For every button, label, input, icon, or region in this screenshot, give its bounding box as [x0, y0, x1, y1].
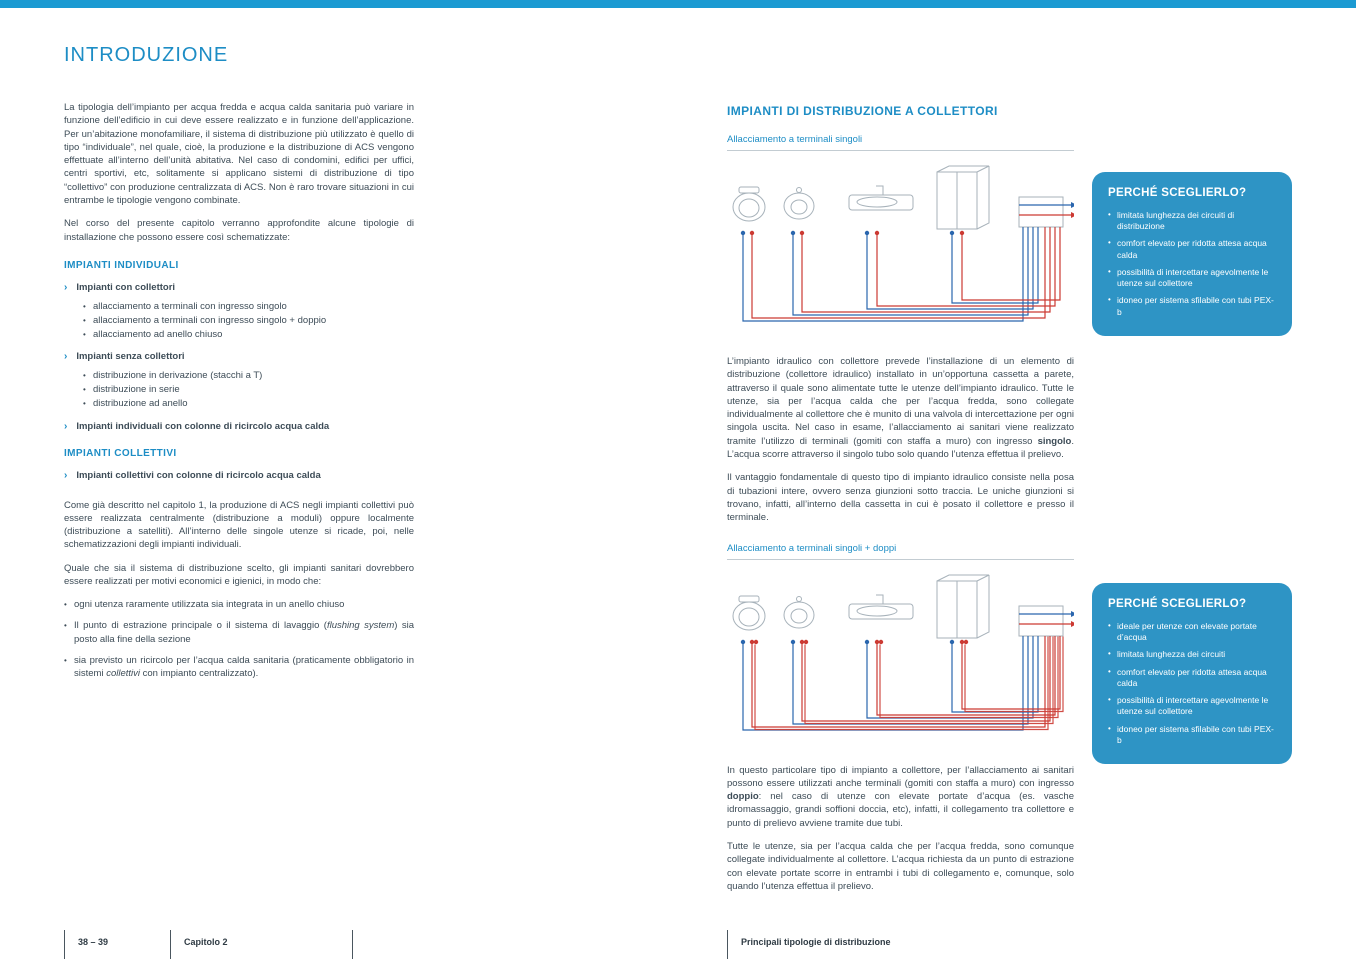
callout-item: • possibilità di intercettare agevolmente le utenze sul collettore	[1108, 267, 1276, 289]
list-item: • allacciamento a terminali con ingresso singolo	[83, 300, 414, 314]
callout-list	[1108, 210, 1276, 318]
bullet-text: con impianto centralizzato).	[140, 668, 259, 680]
group2-list	[64, 369, 414, 410]
washbasin-icon	[849, 186, 913, 210]
paragraph-text: : nel caso di utenze con elevate portate d’acqua (es. vasche idromassaggio, grandi soffioni doccia, etc), infatti, il collegamento tra collettore e punto di prelievo avviene tramite due tubi.	[727, 791, 1074, 829]
manifold-icon	[1019, 606, 1063, 636]
paragraph-text: L’impianto idraulico con collettore prevede l’installazione di un elemento di distribuzione (collettore idraulico) installato in un’opportuna cassetta a parete, attraverso il quale sono alimentate tutte le utenze dell’impianto idraulico. Tutte le utenze, sia per l’acqua calda che per l’acqua fredda, sono collegate individualmente al collettore che è munito di una valvola di intercettazione per ogni singola uscita. Nel caso in esame, l’allacciamento ai sanitari viene realizzato tramite l’utilizzo di terminali (gomiti con staffa a muro) con ingresso	[727, 356, 1074, 447]
supply-arrows	[1071, 611, 1074, 627]
paragraph-text: In questo particolare tipo di impianto a collettore, per l’allacciamento ai sanitari possono essere utilizzati anche terminali (gomiti con staffa a muro) con ingresso	[727, 764, 1074, 789]
section-heading: IMPIANTI DI DISTRIBUZIONE A COLLETTORI	[727, 104, 998, 118]
bullet-text: ) sia posto alla fine della sezione	[74, 620, 414, 645]
list-item: • allacciamento ad anello chiuso	[83, 328, 414, 342]
paragraph-bold: doppio	[727, 791, 759, 803]
bidet-icon	[784, 188, 814, 220]
callout-box-why-choose-1	[1092, 172, 1292, 336]
heading-impianti-individuali: IMPIANTI INDIVIDUALI	[64, 259, 179, 271]
group-title-label: Impianti con collettori	[76, 281, 176, 293]
list-item: • ogni utenza raramente utilizzata sia integrata in un anello chiuso	[64, 598, 414, 612]
left-column	[64, 44, 414, 688]
list-item: • allacciamento a terminali con ingresso singolo + doppio	[83, 314, 414, 328]
group-title-label: Impianti individuali con colonne di ricircolo acqua calda	[76, 420, 330, 432]
collettivi-paragraph-1: Come già descritto nel capitolo 1, la produzione di ACS negli impianti collettivi può essere realizzata centralmente (distribuzione a moduli) oppure localmente (distribuzione a satelliti). All’interno delle singole utenze si ricade, poi, nelle schematizzazioni degli impianti individuali.	[64, 499, 414, 551]
paragraph-doppio-2: Tutte le utenze, sia per l’acqua calda che per l’acqua fredda, sono comunque collegate individualmente al collettore. L’acqua richiesta da un punto di estrazione con elevate portate scorre in entrambi i tubi di collegamento e, comunque, solo quando l’utenza effettua il prelievo.	[727, 841, 1074, 892]
list-item	[64, 619, 414, 647]
callout-title: PERCHÉ SCEGLIERLO?	[1108, 598, 1247, 610]
callout-title: PERCHÉ SCEGLIERLO?	[1108, 187, 1247, 199]
chevron-icon: ›	[64, 469, 68, 481]
distribution-diagram-double	[727, 572, 1074, 750]
bullet-italic: collettivi	[106, 668, 140, 680]
toilet-icon	[733, 596, 765, 630]
list-item: • distribuzione in serie	[83, 383, 414, 397]
subheading-terminali-singoli: Allacciamento a terminali singoli	[727, 134, 1074, 151]
group-impianti-senza-collettori	[64, 351, 414, 362]
callout-item: • comfort elevato per ridotta attesa acqua calda	[1108, 667, 1276, 689]
bullet-italic: flushing system	[326, 620, 395, 632]
page-title: INTRODUZIONE	[64, 44, 229, 66]
callout-box-why-choose-2	[1092, 583, 1292, 764]
paragraph-collettore-2: Il vantaggio fondamentale di questo tipo di impianto idraulico consiste nella posa di tubazioni intere, ovvero senza giunzioni sotto traccia. Le uniche giunzioni si trovano, infatti, all’interno della cassetta in cui è posato il collettore e presso il terminale.	[727, 472, 1074, 524]
group-title-label: Impianti senza collettori	[76, 351, 185, 363]
paragraph-bold: singolo	[1037, 435, 1072, 447]
requirements-list	[64, 598, 414, 681]
chevron-icon: ›	[64, 420, 68, 432]
footer-section-title: Principali tipologie di distribuzione	[727, 930, 891, 959]
bidet-icon	[784, 596, 814, 628]
washbasin-icon	[849, 595, 913, 619]
distribution-diagram-single	[727, 163, 1074, 341]
callout-item: • idoneo per sistema sfilabile con tubi PEX-b	[1108, 724, 1276, 746]
bullet-text: sia previsto un ricircolo per l’acqua calda sanitaria (praticamente obbligatorio in sistemi	[74, 654, 414, 680]
list-item: • distribuzione in derivazione (stacchi a T)	[83, 369, 414, 383]
callout-item: • limitata lunghezza dei circuiti	[1108, 649, 1276, 660]
shower-cabinet-icon	[937, 575, 989, 638]
callout-item: • comfort elevato per ridotta attesa acqua calda	[1108, 238, 1276, 260]
pipe-valve-dots	[741, 639, 968, 643]
subheading-terminali-doppi: Allacciamento a terminali singoli + doppi	[727, 543, 1074, 560]
item-ricircolo-individuali	[64, 421, 414, 432]
callout-item: • limitata lunghezza dei circuiti di distribuzione	[1108, 210, 1276, 232]
heading-impianti-collettivi: IMPIANTI COLLETTIVI	[64, 447, 177, 459]
footer-page-numbers: 38 – 39	[64, 930, 108, 959]
cold-pipes	[743, 205, 1071, 321]
group-impianti-con-collettori	[64, 282, 414, 293]
right-column	[727, 104, 1074, 903]
shower-cabinet-icon	[937, 166, 989, 229]
group1-list	[64, 300, 414, 341]
callout-item: • possibilità di intercettare agevolmente le utenze sul collettore	[1108, 695, 1276, 717]
paragraph-collettore-1	[727, 355, 1074, 461]
callout-list	[1108, 621, 1276, 746]
group-title-label: Impianti collettivi con colonne di ricircolo acqua calda	[76, 469, 321, 481]
collettivi-paragraph-2: Quale che sia il sistema di distribuzione scelto, gli impianti sanitari dovrebbero essere realizzati per motivi economici e igienici, in modo che:	[64, 562, 414, 588]
pipe-valve-dots	[741, 231, 964, 235]
manifold-icon	[1019, 197, 1063, 227]
list-item	[64, 654, 414, 682]
intro-paragraph-1: La tipologia dell’impianto per acqua fredda e acqua calda sanitaria può variare in funzione dell’edificio in cui deve essere realizzato e in funzione dell’applicazione. Per un’abitazione monofamiliare, il sistema di distribuzione più utilizzato è quello di tipo “individuale”, nel quale, cioè, la produzione e la distribuzione di ACS vengono effettuate all’interno dell’unità abitativa. Nel caso di condomini, edifici per uffici, centri sportivi, etc, solitamente si applicano sistemi di distribuzione di tipo “collettivo” con produzione centralizzata di ACS. Non è raro trovare situazioni in cui entrambe le tipologie vengono combinate.	[64, 102, 414, 207]
list-item: • distribuzione ad anello	[83, 397, 414, 411]
footer-divider	[352, 930, 353, 959]
supply-arrows	[1071, 202, 1074, 218]
callout-item: • ideale per utenze con elevate portate d’acqua	[1108, 621, 1276, 643]
cold-pipes	[743, 614, 1071, 730]
intro-paragraph-2: Nel corso del presente capitolo verranno approfondite alcune tipologie di installazione che possono essere così schematizzate:	[64, 218, 414, 243]
chevron-icon: ›	[64, 351, 68, 363]
paragraph-text: . L’acqua scorre attraverso il singolo tubo solo quando l’utenza effettua il prelievo.	[727, 435, 1074, 461]
chevron-icon: ›	[64, 281, 68, 293]
callout-item: • idoneo per sistema sfilabile con tubi PEX-b	[1108, 295, 1276, 317]
item-ricircolo-collettivi	[64, 470, 414, 481]
paragraph-doppio-1	[727, 764, 1074, 830]
top-accent-bar	[0, 0, 1356, 8]
bullet-text: Il punto di estrazione principale o il sistema di lavaggio (	[74, 620, 327, 632]
footer-chapter: Capitolo 2	[170, 930, 228, 959]
toilet-icon	[733, 187, 765, 221]
